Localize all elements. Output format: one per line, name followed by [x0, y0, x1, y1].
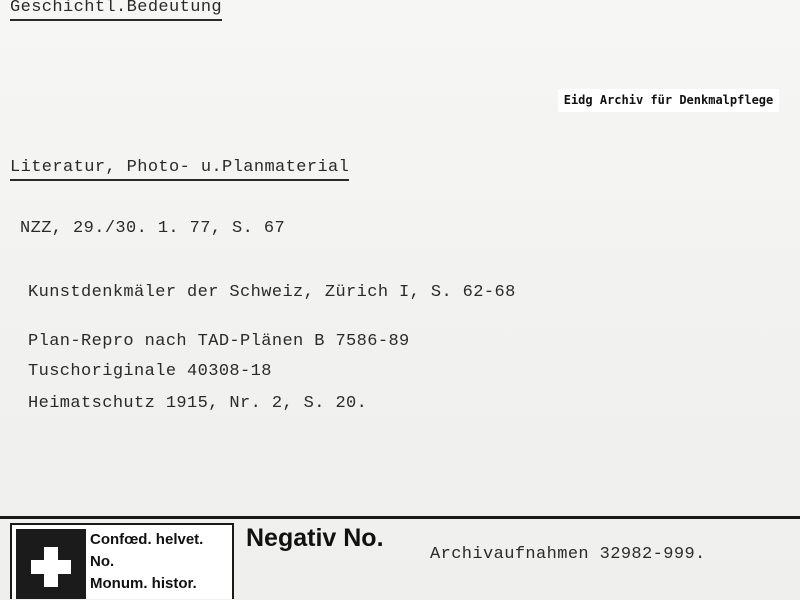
reference-heimatschutz: Heimatschutz 1915, Nr. 2, S. 20.	[28, 394, 368, 413]
section-heading-history: Geschichtl.Bedeutung	[10, 0, 222, 21]
archive-stamp: Eidg Archiv für Denkmalpflege	[558, 89, 779, 112]
negative-number-value: Archivaufnahmen 32982-999.	[430, 545, 706, 564]
emblem-caption	[90, 529, 203, 595]
reference-kunstdenkmaeler: Kunstdenkmäler der Schweiz, Zürich I, S. 62-68	[28, 283, 516, 302]
emblem-line-confoed: Confœd. helvet.	[90, 531, 204, 548]
footer-divider	[0, 516, 800, 519]
emblem-line-no: No.	[90, 553, 115, 570]
reference-tuschoriginale: Tuschoriginale 40308-18	[28, 362, 272, 381]
reference-nzz: NZZ, 29./30. 1. 77, S. 67	[20, 219, 286, 238]
emblem-line-monum: Monum. histor.	[90, 575, 197, 592]
federal-emblem-box	[10, 523, 234, 599]
reference-plan-repro: Plan-Repro nach TAD-Plänen B 7586-89	[28, 332, 410, 351]
swiss-cross-icon	[16, 529, 86, 599]
section-heading-literature: Literatur, Photo- u.Planmaterial	[10, 158, 349, 181]
negative-number-label: Negativ No.	[246, 524, 384, 552]
